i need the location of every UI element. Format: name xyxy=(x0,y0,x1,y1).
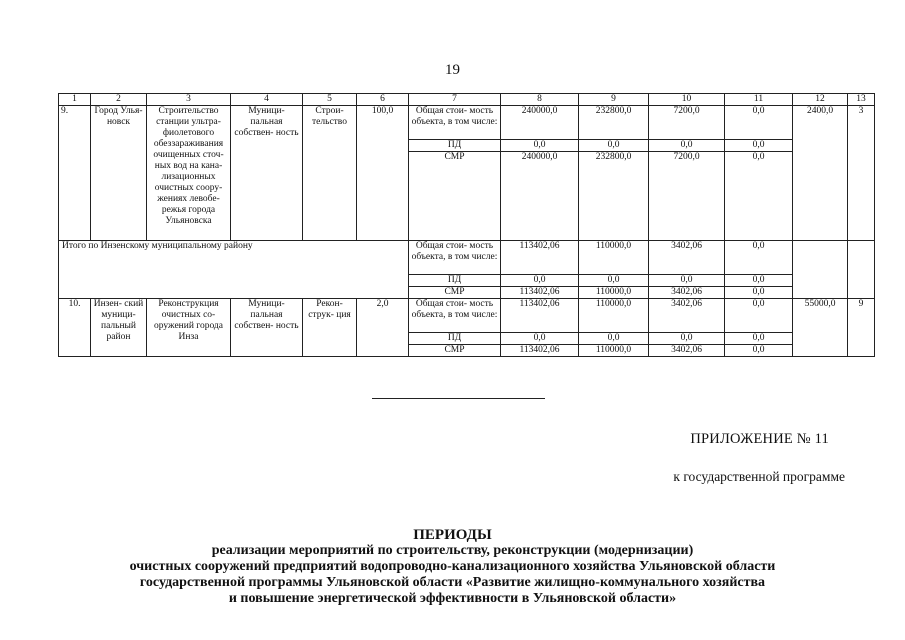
smr-label: СМР xyxy=(409,287,501,299)
value-cell: 240000,0 xyxy=(501,152,579,241)
col-header: 9 xyxy=(579,94,649,106)
value-cell: 7200,0 xyxy=(649,152,725,241)
value-cell: 7200,0 xyxy=(649,106,725,140)
value-cell: 0,0 xyxy=(725,140,793,152)
ownership-cell: Муници- пальная собствен- ность xyxy=(231,106,303,241)
col-header: 6 xyxy=(357,94,409,106)
col-header: 3 xyxy=(147,94,231,106)
col-header: 7 xyxy=(409,94,501,106)
value-cell: 2400,0 xyxy=(793,106,848,241)
table-row xyxy=(59,299,875,333)
divider-line xyxy=(372,398,545,399)
col-header: 4 xyxy=(231,94,303,106)
value-cell: 110000,0 xyxy=(579,241,649,275)
value-cell: 0,0 xyxy=(725,106,793,140)
table-row xyxy=(59,106,875,140)
empty-cell xyxy=(848,241,875,299)
col-header: 2 xyxy=(91,94,147,106)
smr-label: СМР xyxy=(409,152,501,241)
heading-line: и повышение энергетической эффективности в Ульяновской области» xyxy=(228,591,677,606)
col-header: 5 xyxy=(303,94,357,106)
value-cell: 0,0 xyxy=(579,140,649,152)
col-header: 11 xyxy=(725,94,793,106)
value-cell: 3 xyxy=(848,106,875,241)
smr-label: СМР xyxy=(409,345,501,357)
activity-cell: Реконструкция очистных со- оружений города Инза xyxy=(147,299,231,357)
ownership-cell: Муници- пальная собствен- ность xyxy=(231,299,303,357)
value-cell: 0,0 xyxy=(501,275,579,287)
value-cell: 0,0 xyxy=(725,241,793,275)
value-cell: 110000,0 xyxy=(579,299,649,333)
empty-cell xyxy=(793,241,848,299)
value-cell: 0,0 xyxy=(725,152,793,241)
cost-label: Общая стои- мость объекта, в том числе: xyxy=(409,241,501,275)
cost-label: Общая стои- мость объекта, в том числе: xyxy=(409,106,501,140)
pd-label: ПД xyxy=(409,275,501,287)
row-number: 10. xyxy=(59,299,91,357)
col-header: 10 xyxy=(649,94,725,106)
value-cell: 113402,06 xyxy=(501,241,579,275)
value-cell: 0,0 xyxy=(501,140,579,152)
heading-line: реализации мероприятий по строительству, реконструкции (модернизации) xyxy=(211,543,694,558)
value-cell: 0,0 xyxy=(649,140,725,152)
value-cell: 110000,0 xyxy=(579,345,649,357)
value-cell: 55000,0 xyxy=(793,299,848,357)
investment-table xyxy=(58,93,875,357)
value-cell: 0,0 xyxy=(725,275,793,287)
col-header: 13 xyxy=(848,94,875,106)
cost-label: Общая стои- мость объекта, в том числе: xyxy=(409,299,501,333)
type-cell: Рекон- струк- ция xyxy=(303,299,357,357)
col-header: 1 xyxy=(59,94,91,106)
value-cell: 232800,0 xyxy=(579,152,649,241)
col-header: 8 xyxy=(501,94,579,106)
location-cell: Город Улья- новск xyxy=(91,106,147,241)
value-cell: 0,0 xyxy=(501,333,579,345)
pd-label: ПД xyxy=(409,333,501,345)
value-cell: 3402,06 xyxy=(649,345,725,357)
value-cell: 113402,06 xyxy=(501,299,579,333)
page-number: 19 xyxy=(445,62,460,78)
value-cell: 0,0 xyxy=(725,299,793,333)
table-header-row xyxy=(59,94,875,106)
type-cell: Строи- тельство xyxy=(303,106,357,241)
appendix-title: ПРИЛОЖЕНИЕ № 11 xyxy=(690,431,829,447)
value-cell: 0,0 xyxy=(579,333,649,345)
col-header: 12 xyxy=(793,94,848,106)
value-cell: 9 xyxy=(848,299,875,357)
value-cell: 0,0 xyxy=(725,345,793,357)
heading-line: государственной программы Ульяновской области «Развитие жилищно-коммунального хозяйства xyxy=(139,575,766,590)
capacity-cell: 100,0 xyxy=(357,106,409,241)
subtotal-label: Итого по Инзенскому муниципальному району xyxy=(59,241,409,299)
pd-label: ПД xyxy=(409,140,501,152)
table-row xyxy=(59,241,875,275)
heading-line: ПЕРИОДЫ xyxy=(413,527,492,543)
value-cell: 3402,06 xyxy=(649,287,725,299)
activity-cell: Строительство станции ультра- фиолетового обеззараживания очищенных сточ- ных вод на кана- лизационных очистных соору- жениях левобе- режья города Ульяновска xyxy=(147,106,231,241)
document-heading xyxy=(0,527,905,607)
row-number: 9. xyxy=(59,106,91,241)
heading-line: очистных сооружений предприятий водопроводно-канализационного хозяйства Ульяновской области xyxy=(129,559,776,574)
value-cell: 113402,06 xyxy=(501,287,579,299)
value-cell: 113402,06 xyxy=(501,345,579,357)
value-cell: 0,0 xyxy=(649,275,725,287)
value-cell: 0,0 xyxy=(725,287,793,299)
value-cell: 232800,0 xyxy=(579,106,649,140)
value-cell: 0,0 xyxy=(725,333,793,345)
value-cell: 0,0 xyxy=(579,275,649,287)
appendix-subtitle: к государственной программе xyxy=(673,469,845,484)
value-cell: 3402,06 xyxy=(649,241,725,275)
value-cell: 0,0 xyxy=(649,333,725,345)
value-cell: 240000,0 xyxy=(501,106,579,140)
value-cell: 3402,06 xyxy=(649,299,725,333)
capacity-cell: 2,0 xyxy=(357,299,409,357)
location-cell: Инзен- ский муници- пальный район xyxy=(91,299,147,357)
value-cell: 110000,0 xyxy=(579,287,649,299)
